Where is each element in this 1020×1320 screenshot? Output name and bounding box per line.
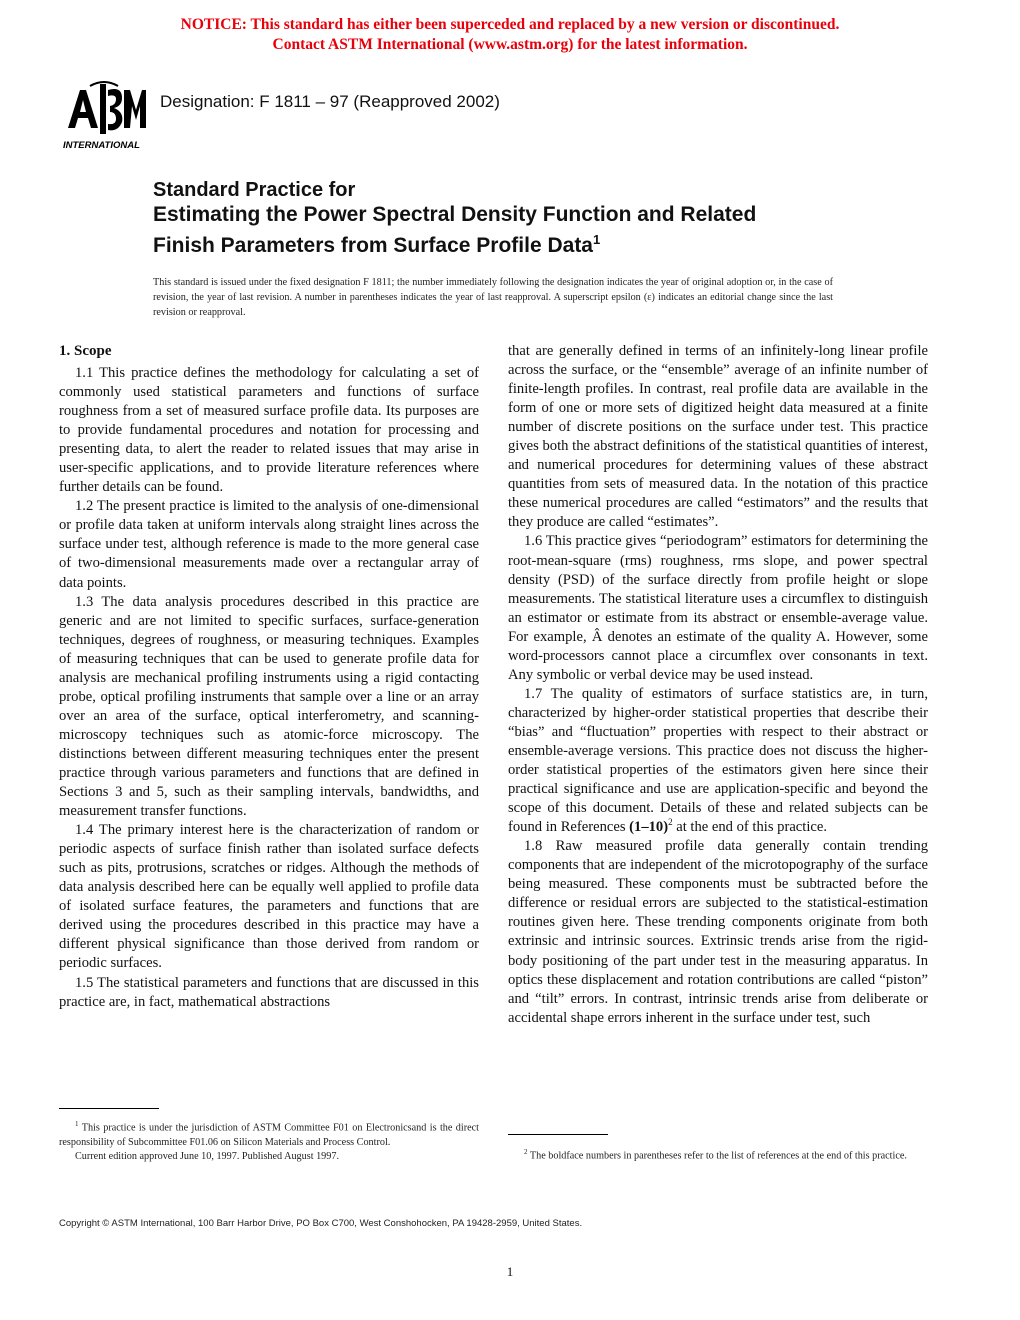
- right-column: [508, 342, 928, 1028]
- astm-logo-icon: [60, 78, 148, 152]
- astm-logo: [60, 78, 148, 152]
- copyright-notice: Copyright © ASTM International, 100 Barr Harbor Drive, PO Box C700, West Conshohocken, PA 19428-2959, United States.: [59, 1218, 583, 1229]
- paragraph-1-6: 1.6 This practice gives “periodogram” estimators for determining the root-mean-square (rms) roughness, rms slope, and power spectral density (PSD) of the surface directly from profile height or slope measurements. The statistical literature uses a circumflex to distinguish an estimator or estimate from its abstract or ensemble-average value. For example, Â denotes an estimate of the quality A. However, some word-processors cannot place a circumflex over consonants in text. Any symbolic or verbal device may be used instead.: [508, 533, 928, 683]
- logo-text: INTERNATIONAL: [63, 140, 140, 151]
- title-line-1: Standard Practice for: [153, 179, 356, 201]
- paragraph-1-7-tail: at the end of this practice.: [672, 819, 827, 836]
- footnote-2-text: [508, 1145, 928, 1164]
- footnote-2-body: The boldface numbers in parentheses refer to the list of references at the end of this practice.: [529, 1150, 907, 1162]
- title-line-3-text: Finish Parameters from Surface Profile Data: [153, 234, 593, 257]
- left-column: [59, 342, 479, 1012]
- page-number: 1: [506, 1264, 514, 1279]
- title-line-2: Estimating the Power Spectral Density Function and Related: [153, 203, 757, 226]
- paragraph-1-3: 1.3 The data analysis procedures described in this practice are generic and are not limited to specific surfaces, surface-generation techniques, degrees of roughness, or measuring techniques. Examples of measuring techniques that can be used to generate profile data for analysis are mechanical profiling instruments using a rigid contacting probe, optical profiling instruments that sample over a line or an array over an area of the surface, optical interferometry, and scanning-microscopy techniques such as atomic-force microscopy. The distinctions between different measuring techniques enter the present practice through various parameters and functions that are defined in Sections 3 and 5, such as their sampling intervals, bandwidths, and measurement transfer functions.: [59, 593, 479, 820]
- paragraph-1-8: 1.8 Raw measured profile data generally contain trending components that are independent of the microtopography of the surface being measured. These components must be subtracted before the difference or residual errors are subjected to the statistical-estimation routines given here. These trending components originate from both extrinsic and intrinsic sources. Extrinsic trends arise from the rigid-body positioning of the part under test in the measuring apparatus. In optics these displacement and rotation contributions are called “piston” and “tilt” errors. In contrast, intrinsic trends arise from deliberate or accidental shape errors inherent in the surface under test, such: [508, 838, 928, 1026]
- footnote-2: [508, 1145, 928, 1164]
- footnote-1-text: [59, 1117, 479, 1150]
- footnote-1-marker: 1: [75, 1120, 79, 1128]
- footnote-1-body: This practice is under the jurisdiction of ASTM Committee F01 on Electronicsand is the direct responsibility of Subcommittee F01.06 on Silicon Materials and Process Control.: [59, 1122, 479, 1148]
- title-footnote-marker: 1: [593, 232, 601, 247]
- paragraph-1-7: [508, 685, 928, 837]
- notice-line-1: NOTICE: This standard has either been superceded and replaced by a new version or discontinued.: [180, 16, 840, 33]
- footnote-2-marker: 2: [524, 1148, 528, 1156]
- footnote-divider-left: [59, 1108, 159, 1109]
- paragraph-1-4: 1.4 The primary interest here is the characterization of random or periodic aspects of surface finish rather than isolated surface defects such as pits, protrusions, scratches or ridges. Although the methods of data analysis described here can be equally well applied to profile data of isolated surface features, the parameters and functions that are derived using the procedures described in this practice may have a different physical significance than those derived from random or periodic surfaces.: [59, 822, 479, 972]
- paragraph-1-7-text: 1.7 The quality of estimators of surface statistics are, in turn, characterized by higher-order statistical properties that describe their “bias” and “fluctuation” properties with respect to their abstract or ensemble-average versions. This practice does not discuss the higher-order statistical properties of the estimators given here since their practical significance and use are application-specific and beyond the scope of this document. Details of these and related subjects can be found in References: [508, 685, 928, 836]
- footnote-1-edition: Current edition approved June 10, 1997. Published August 1997.: [75, 1151, 340, 1163]
- reference-range: (1–10): [629, 819, 669, 836]
- supersede-notice: [0, 15, 1020, 55]
- footnote-marker-2: 2: [668, 817, 673, 828]
- paragraph-1-5: 1.5 The statistical parameters and functions that are discussed in this practice are, in fact, mathematical abstractions: [59, 974, 479, 1010]
- notice-line-2: Contact ASTM International (www.astm.org) for the latest information.: [272, 36, 748, 53]
- designation: Designation: F 1811 – 97 (Reapproved 2002): [160, 92, 500, 111]
- paragraph-1-1: 1.1 This practice defines the methodology for calculating a set of commonly used statistical parameters and functions of surface roughness from a set of measured surface profile data. Its purposes are to provide fundamental procedures and notation for processing and presenting data, to alert the reader to related issues that may arise in user-specific applications, and to provide literature references where further details can be found.: [59, 365, 479, 496]
- footnote-1: [59, 1117, 479, 1165]
- footnote-divider-right: [508, 1134, 608, 1135]
- issued-note: This standard is issued under the fixed designation F 1811; the number immediately following the designation indicates the year of original adoption or, in the case of revision, the year of last revision. A number in parentheses indicates the year of last reapproval. A superscript epsilon (ε) indicates an editorial change since the last revision or reapproval.: [153, 277, 833, 318]
- document-title: [153, 178, 913, 258]
- paragraph-1-2: 1.2 The present practice is limited to the analysis of one-dimensional or profile data taken at uniform intervals along straight lines across the surface under test, although reference is made to the more general case of two-dimensional measurements made over a rectangular array of data points.: [59, 498, 479, 591]
- paragraph-1-5-continuation: that are generally defined in terms of an infinitely-long linear profile across the surface, or the “ensemble” average of an infinite number of finite-length profiles. In contrast, real profile data are available in the form of one or more sets of digitized height data measured at a finite number of discrete positions on the surface under test. This practice gives both the abstract definitions of the statistical quantities of interest, and numerical procedures for determining values of these abstract quantities from sets of measured data. In the notation of this practice these numerical procedures are called “estimators” and the results that they produce are called “estimates”.: [508, 343, 928, 531]
- section-heading-scope: 1. Scope: [59, 343, 112, 359]
- title-line-3: [153, 227, 913, 258]
